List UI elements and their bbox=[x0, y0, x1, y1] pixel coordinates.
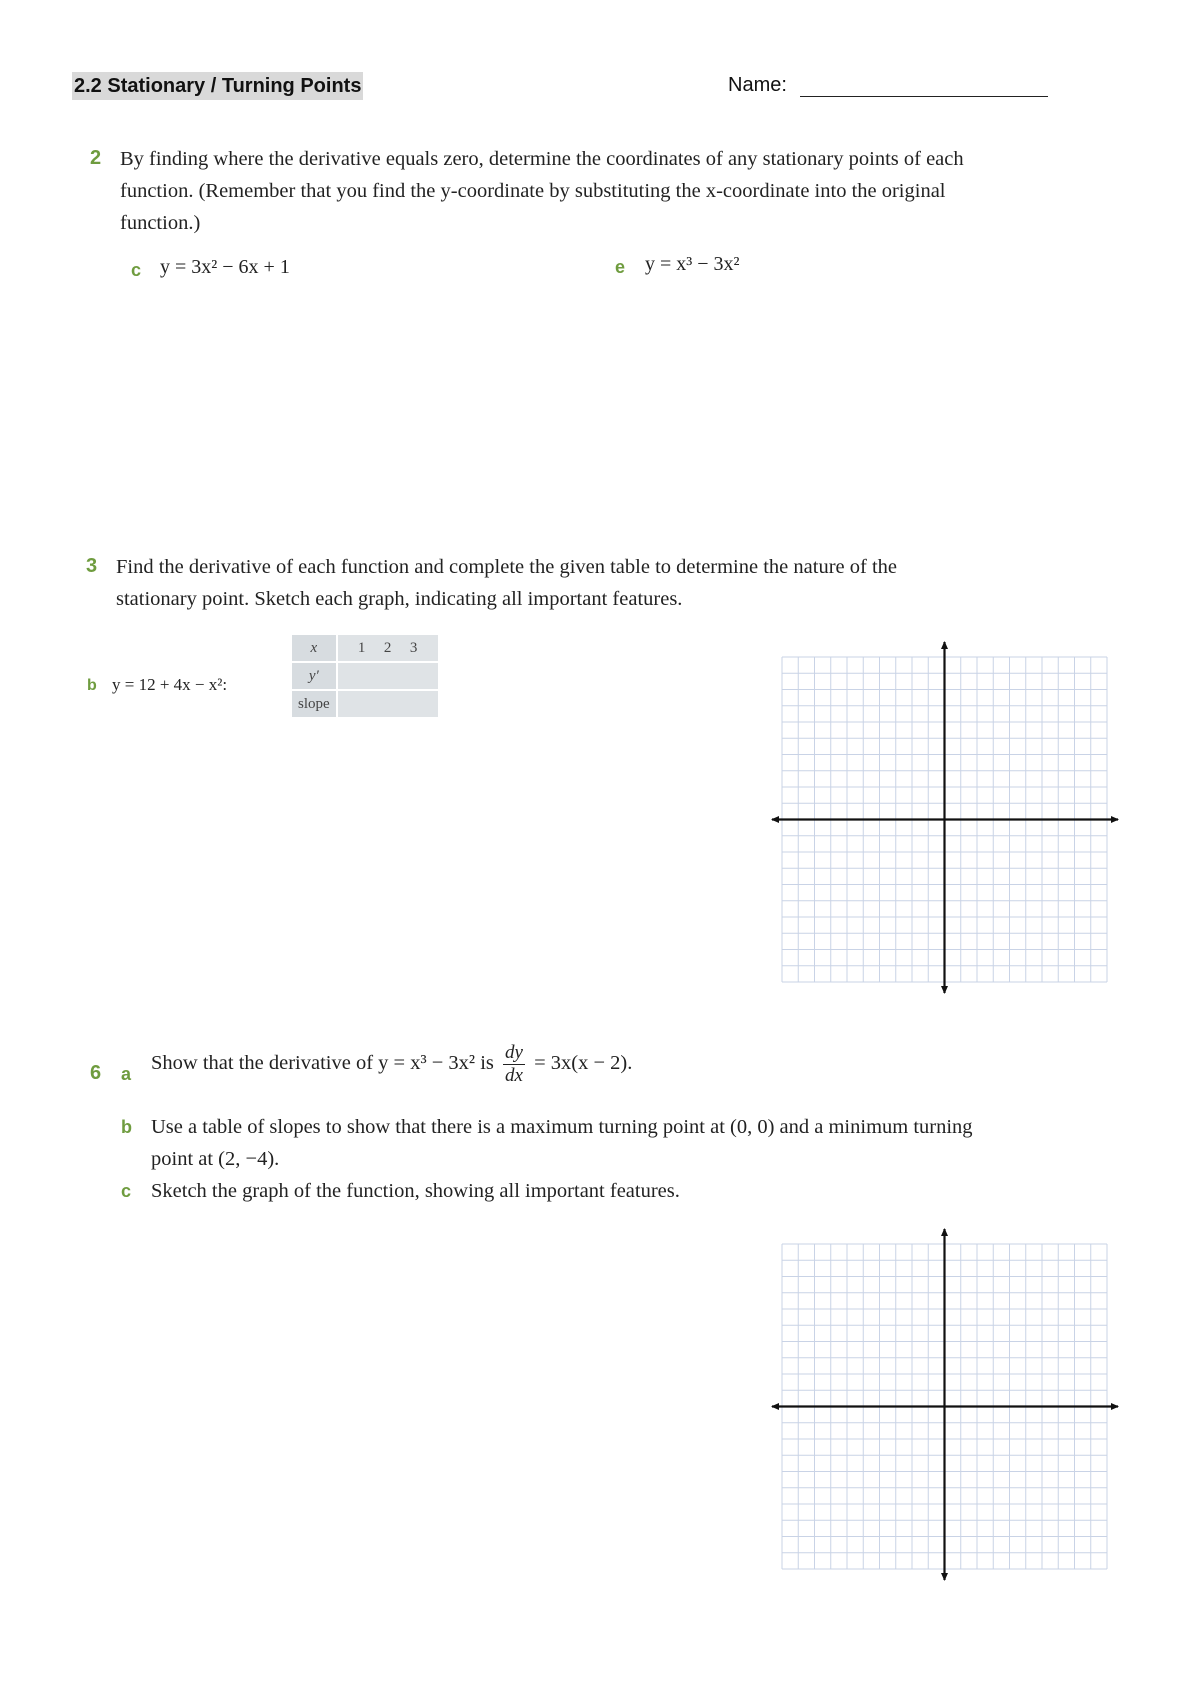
question-2-number: 2 bbox=[90, 147, 102, 169]
question-2-part-c-function: y = 3x² − 6x + 1 bbox=[160, 256, 290, 278]
slope-table-x-3: 3 bbox=[409, 639, 418, 656]
question-6-part-b-label: b bbox=[121, 1117, 132, 1137]
slope-table-row-derivative bbox=[291, 662, 439, 690]
question-6-number: 6 bbox=[90, 1062, 102, 1084]
question-6-part-a-function: y = x³ − 3x² bbox=[378, 1052, 476, 1075]
question-6-part-c-label: c bbox=[121, 1181, 132, 1201]
slope-table-header-slope: slope bbox=[291, 690, 337, 718]
question-2-line-2: function. (Remember that you find the y-coordinate by substituting the x-coordinate into the original bbox=[120, 180, 946, 202]
question-6-part-a-label: a bbox=[121, 1064, 132, 1084]
slope-table-row-slope bbox=[291, 690, 439, 718]
question-3-text bbox=[116, 551, 1116, 615]
name-field[interactable] bbox=[800, 96, 1048, 97]
slope-table-x-2: 2 bbox=[383, 639, 392, 656]
derivative-fraction bbox=[503, 1042, 525, 1087]
x-axis-arrow-left bbox=[771, 1403, 779, 1410]
question-2-part-e-label: e bbox=[615, 257, 626, 277]
slope-table bbox=[290, 633, 440, 719]
question-3-line-1: Find the derivative of each function and complete the given table to determine the nature of the bbox=[116, 556, 897, 578]
graph-grid-q3 bbox=[770, 640, 1120, 995]
question-3-part-b-label: b bbox=[87, 677, 97, 694]
x-axis-arrow-right bbox=[1111, 1403, 1119, 1410]
question-2-line-3: function.) bbox=[120, 212, 201, 234]
slope-table-slope-cells[interactable] bbox=[337, 690, 439, 718]
question-6-part-b-text bbox=[151, 1111, 1131, 1175]
question-2-part-e-function: y = x³ − 3x² bbox=[645, 253, 740, 275]
x-axis-arrow-left bbox=[771, 816, 779, 823]
question-3-number: 3 bbox=[86, 555, 98, 577]
question-6-part-a-text bbox=[151, 1042, 632, 1087]
slope-table-x-values bbox=[337, 634, 439, 662]
question-6-part-a-intro: Show that the derivative of bbox=[151, 1052, 374, 1075]
y-axis-arrow-up bbox=[941, 641, 948, 649]
question-6-part-b-line-1: Use a table of slopes to show that there is a maximum turning point at (0, 0) and a minimum turning bbox=[151, 1116, 973, 1138]
y-axis-arrow-down bbox=[941, 1573, 948, 1581]
y-axis-arrow-down bbox=[941, 986, 948, 994]
y-axis-arrow-up bbox=[941, 1228, 948, 1236]
derivative-denominator: dx bbox=[505, 1065, 523, 1086]
question-6-part-b-line-2: point at (2, −4). bbox=[151, 1148, 280, 1170]
x-axis-arrow-right bbox=[1111, 816, 1119, 823]
slope-table-derivative-cells[interactable] bbox=[337, 662, 439, 690]
derivative-numerator: dy bbox=[505, 1042, 523, 1063]
name-label: Name: bbox=[728, 74, 787, 96]
question-2-text bbox=[120, 143, 1120, 239]
question-6-part-a-is: is bbox=[480, 1052, 494, 1075]
graph-grid-q6 bbox=[770, 1227, 1120, 1582]
slope-table-x-1: 1 bbox=[357, 639, 366, 656]
slope-table-row-x bbox=[291, 634, 439, 662]
slope-table-header-derivative: y′ bbox=[291, 662, 337, 690]
page-title: 2.2 Stationary / Turning Points bbox=[72, 72, 363, 100]
question-2-line-1: By finding where the derivative equals zero, determine the coordinates of any stationary points of each bbox=[120, 148, 964, 170]
question-3-part-b-function: y = 12 + 4x − x²: bbox=[112, 675, 228, 694]
question-6-part-c-text: Sketch the graph of the function, showing all important features. bbox=[151, 1180, 680, 1202]
slope-table-header-x: x bbox=[291, 634, 337, 662]
question-6-part-a-result: = 3x(x − 2). bbox=[534, 1052, 633, 1075]
question-3-line-2: stationary point. Sketch each graph, indicating all important features. bbox=[116, 588, 683, 610]
question-2-part-c-label: c bbox=[131, 260, 142, 280]
